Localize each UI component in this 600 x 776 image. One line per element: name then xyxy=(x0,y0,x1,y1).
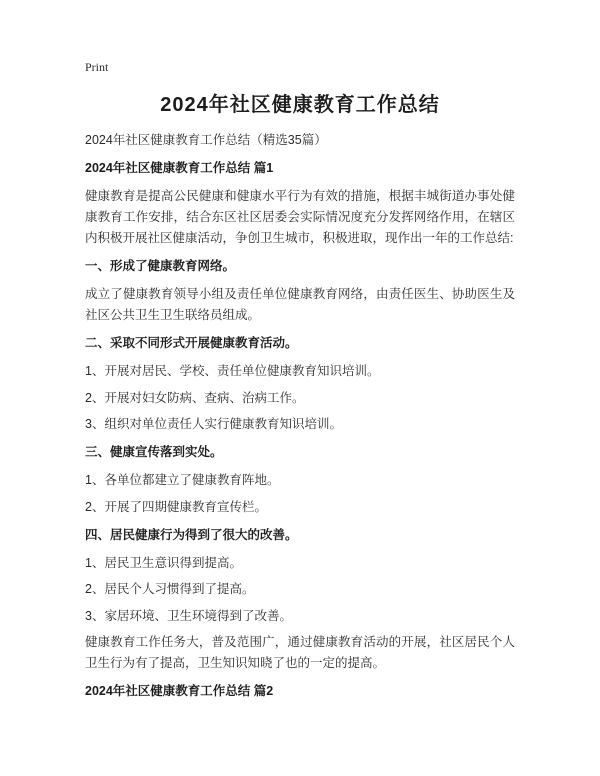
list-item: 1、各单位都建立了健康教育阵地。 xyxy=(85,473,280,487)
list-item: 1、居民卫生意识得到提高。 xyxy=(85,555,242,570)
list-item: 2、居民个人习惯得到了提高。 xyxy=(85,582,255,596)
section-heading-1: 一、形成了健康教育网络。 xyxy=(85,259,236,273)
paragraph-conclusion: 健康教育工作任务大，普及范围广，通过健康教育活动的开展，社区居民个人卫生行为有了提高，卫生知识知晓了也的一定的提高。 xyxy=(85,635,515,670)
list-item: 2、开展对妇女防病、查病、治病工作。 xyxy=(85,390,305,405)
paragraph-intro: 健康教育是提高公民健康和健康水平行为有效的措施，根据丰城街道办事处健康教育工作安排，结合东区社区居委会实际情况度充分发挥网络作用，在辖区内积极开展社区健康活动，争创卫生城市，积极进取，现作出一年的工作总结: xyxy=(85,189,515,245)
page-title: 2024年社区健康教育工作总结 xyxy=(160,94,440,116)
document-body xyxy=(85,158,515,702)
list-item: 2、开展了四期健康教育宣传栏。 xyxy=(85,499,267,514)
list-item: 3、组织对单位责任人实行健康教育知识培训。 xyxy=(85,417,342,431)
section-heading-4: 四、居民健康行为得到了很大的改善。 xyxy=(85,527,298,542)
section-heading-part2: 2024年社区健康教育工作总结 篇2 xyxy=(85,684,274,698)
page-subtitle: 2024年社区健康教育工作总结（精选35篇） xyxy=(85,133,327,147)
section-heading-3: 三、健康宣传落到实处。 xyxy=(85,445,223,459)
paragraph-network: 成立了健康教育领导小组及责任单位健康教育网络，由责任医生、协助医生及社区公共卫生卫生联络员组成。 xyxy=(85,287,515,322)
list-item: 1、开展对居民、学校、责任单位健康教育知识培训。 xyxy=(85,364,380,378)
print-link[interactable]: Print xyxy=(85,60,109,74)
section-heading-part1: 2024年社区健康教育工作总结 篇1 xyxy=(85,161,274,175)
list-item: 3、家居环境、卫生环境得到了改善。 xyxy=(85,608,292,623)
section-heading-2: 二、采取不同形式开展健康教育活动。 xyxy=(85,336,298,350)
